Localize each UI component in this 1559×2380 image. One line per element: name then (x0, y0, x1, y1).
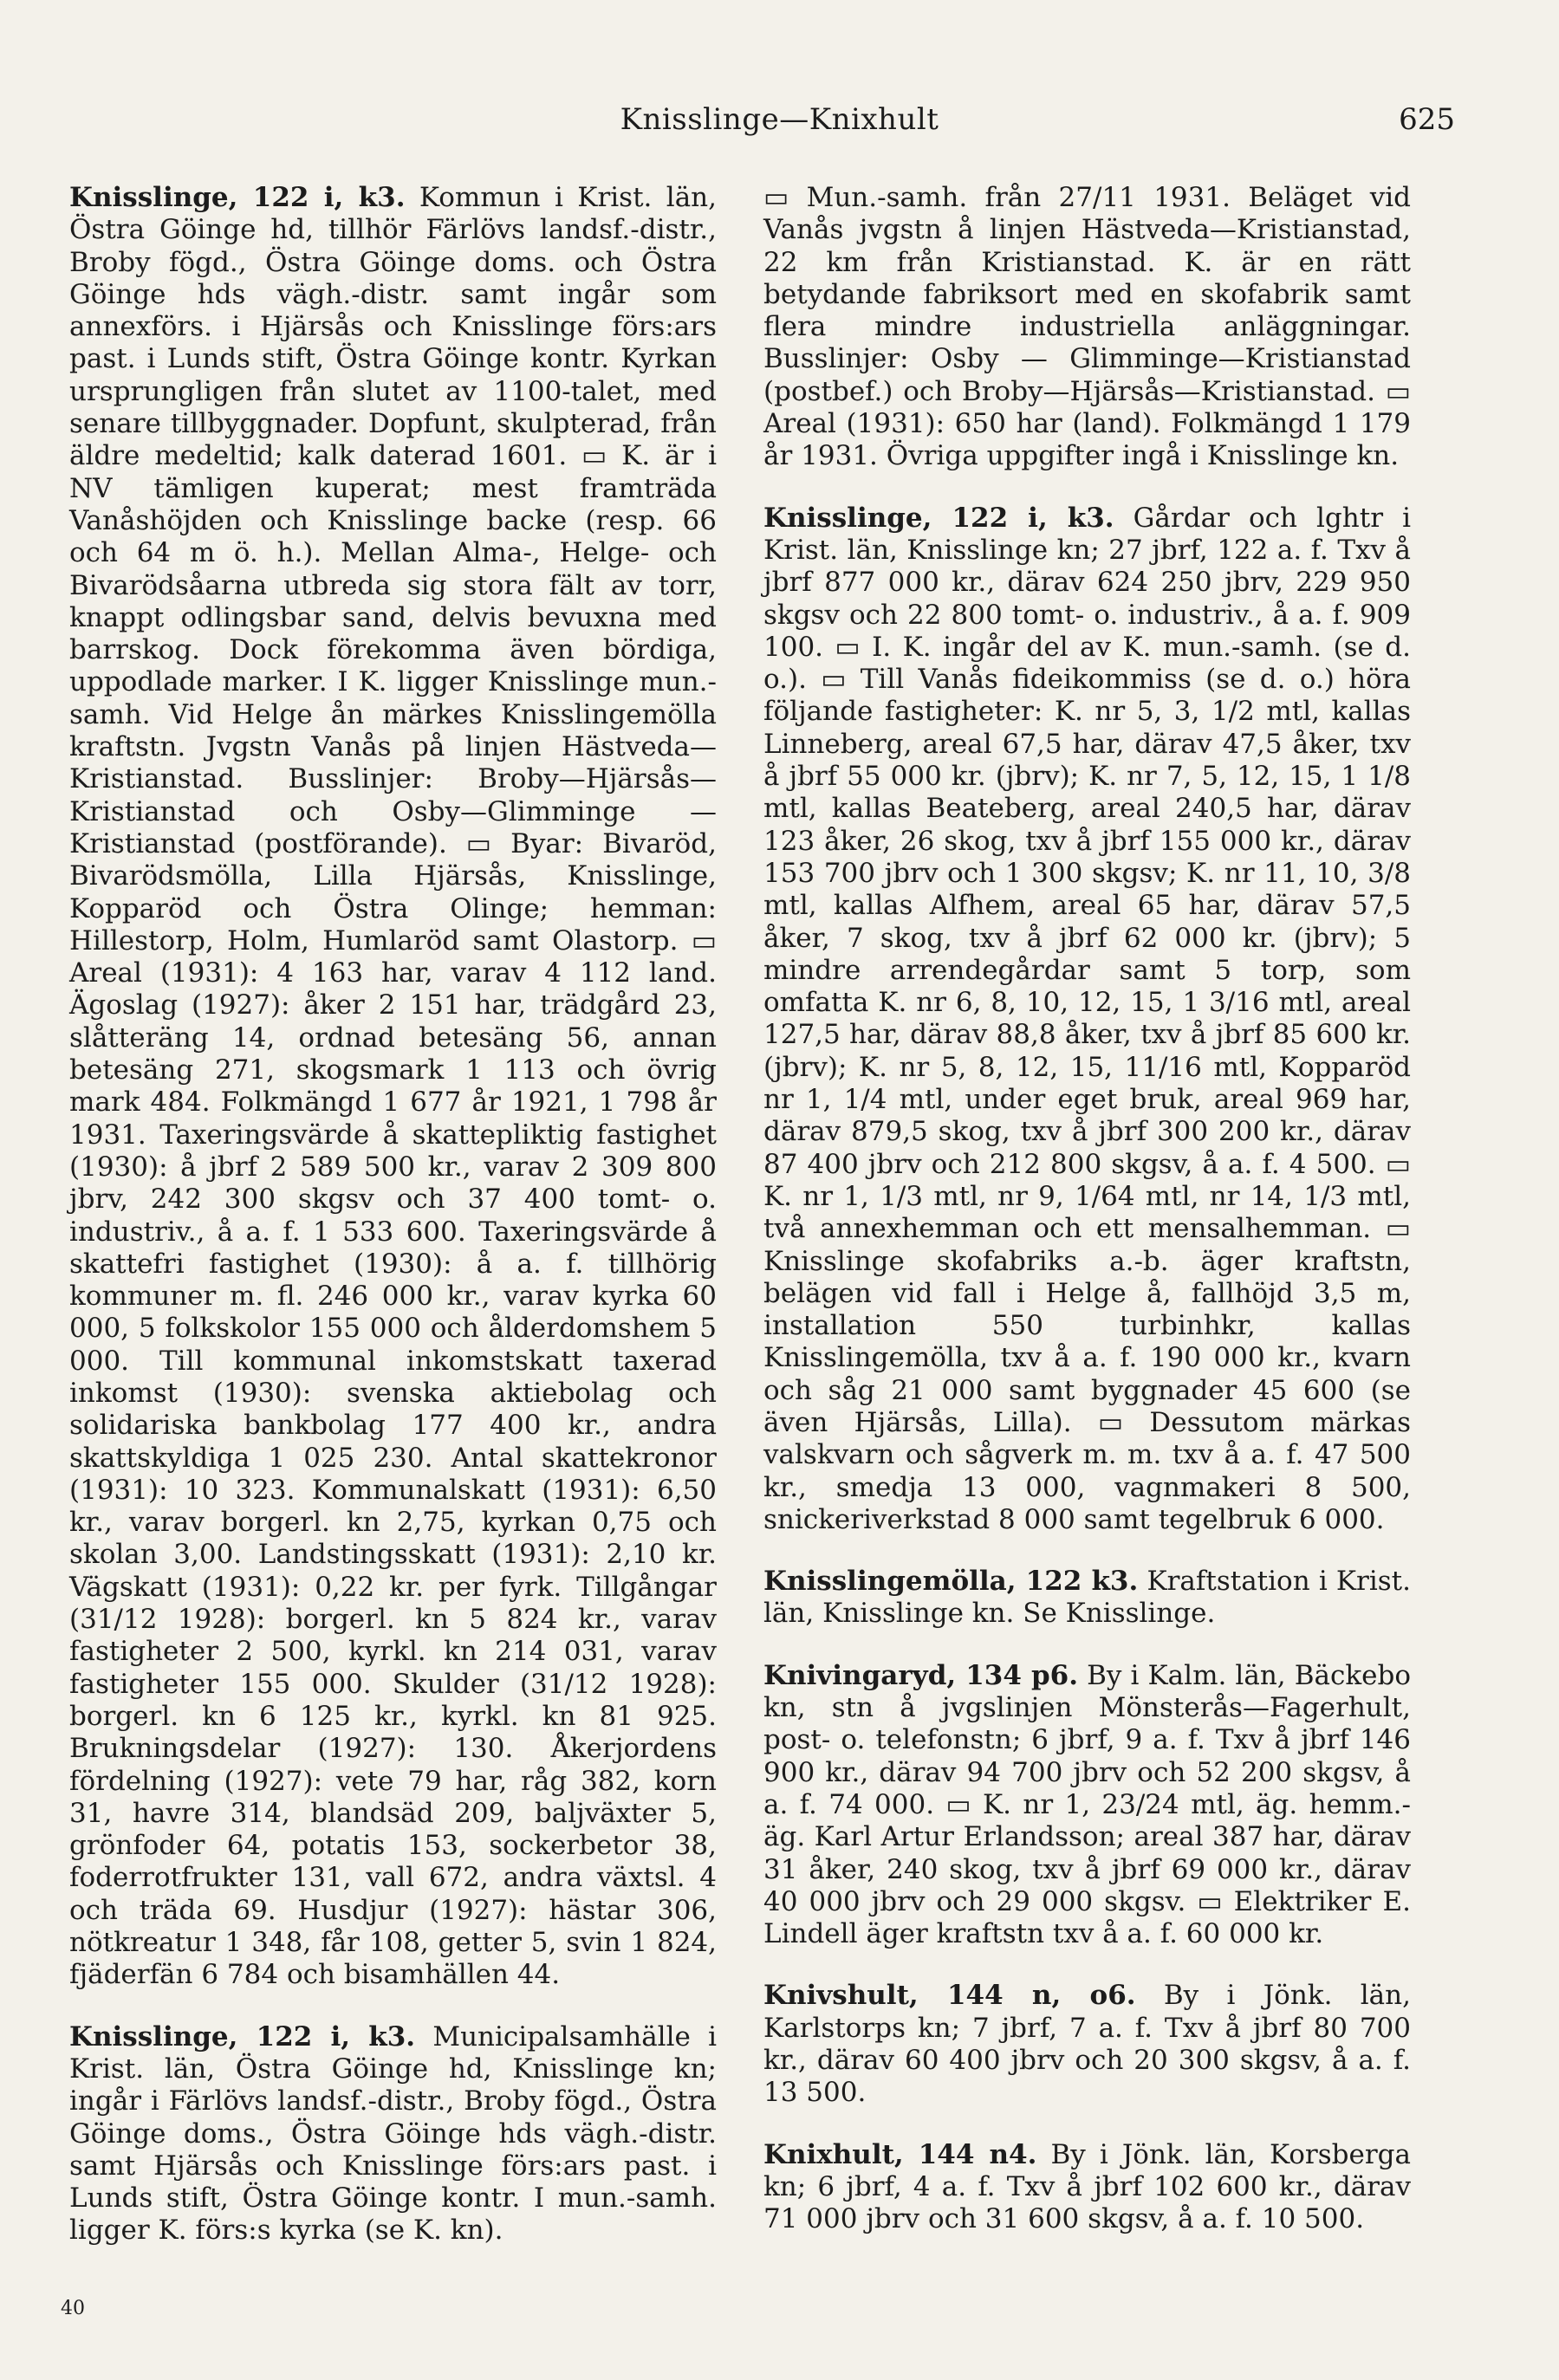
column-left (69, 182, 717, 2277)
entry-text: By i Jönk. län, Karlstorps kn; 7 jbrf, 7 a. f. Txv å jbrf 80 700 kr., därav 60 400 jbrv och 20 300 skgsv, å a. f. 13 500. (763, 1980, 1411, 2109)
column-right (763, 182, 1411, 2266)
signature-mark: 40 (61, 2298, 85, 2319)
page-header (0, 102, 1559, 146)
entry-knisslinge-kommun (69, 182, 717, 1992)
entry-continuation (763, 182, 1411, 473)
entry-knisslinge-gardar (763, 503, 1411, 1537)
entry-text: Kraftstation i Krist. län, Knisslinge kn. Se Knisslinge. (763, 1566, 1411, 1630)
entry-knivingaryd (763, 1660, 1411, 1951)
entry-text: ▭ Mun.-samh. från 27/11 1931. Beläget vid Vanås jvgstn å linjen Hästveda—Kristianstad, 22 km från Kristianstad. K. är en rätt betydande fabriksort med en skofabrik samt flera mindre industriella anläggningar. Busslinjer: Osby — Glimminge—Kristianstad (postbef.) och Broby—Hjärsås—Kristianstad. ▭ Areal (1931): 650 har (land). Folkmängd 1 179 år 1931. Övriga uppgifter ingå i Knisslinge kn. (763, 182, 1411, 472)
entry-text: Gårdar och lghtr i Krist. län, Knisslinge kn; 27 jbrf, 122 a. f. Txv å jbrf 877 000 kr., därav 624 250 jbrv, 229 950 skgsv och 22 800 tomt- o. industriv., å a. f. 909 100. ▭ I. K. ingår del av K. mun.-samh. (se d. o.). ▭ Till Vanås fideikommiss (se d. o.) höra följande fastigheter: K. nr 5, 3, 1/2 mtl, kallas Linneberg, areal 67,5 har, därav 47,5 åker, txv å jbrf 55 000 kr. (jbrv); K. nr 7, 5, 12, 15, 1 1/8 mtl, kallas Beateberg, areal 240,5 har, därav 123 åker, 26 skog, txv å jbrf 155 000 kr., därav 153 700 jbrv och 1 300 skgsv; K. nr 11, 10, 3/8 mtl, kallas Alfhem, areal 65 har, därav 57,5 åker, 7 skog, txv å jbrf 62 000 kr. (jbrv); 5 mindre arrendegårdar samt 5 torp, som omfatta K. nr 6, 8, 10, 12, 15, 1 3/16 mtl, areal 127,5 har, därav 88,8 åker, txv å jbrf 85 600 kr. (jbrv); K. nr 5, 8, 12, 15, 11/16 mtl, Kopparöd nr 1, 1/4 mtl, under eget bruk, areal 969 har, därav 879,5 skog, txv å jbrf 300 200 kr., därav 87 400 jbrv och 212 800 skgsv, å a. f. 4 500. ▭ K. nr 1, 1/3 mtl, nr 9, 1/64 mtl, nr 14, 1/3 mtl, två annexhemman och ett mensalhemman. ▭ Knisslinge skofabriks a.-b. äger kraftstn, belägen vid fall i Helge å, fallhöjd 3,5 m, installation 550 turbinhkr, kallas Knisslingemölla, txv å a. f. 190 000 kr., kvarn och såg 21 000 samt byggnader 45 600 (se även Hjärsås, Lilla). ▭ Dessutom märkas valskvarn och sågverk m. m. txv å a. f. 47 500 kr., smedja 13 000, vagnmakeri 8 500, snickeriverkstad 8 000 samt tegelbruk 6 000. (763, 502, 1411, 1535)
entry-headword: Knivshult, 144 n, o6. (763, 1980, 1136, 2012)
entry-headword: Knixhult, 144 n4. (763, 2138, 1037, 2170)
page-number: 625 (1399, 102, 1455, 137)
entry-knivshult (763, 1980, 1411, 2109)
entry-headword: Knisslingemölla, 122 k3. (763, 1566, 1139, 1598)
entry-knisslingemolla (763, 1566, 1411, 1631)
entry-headword: Knisslinge, 122 i, k3. (763, 502, 1114, 534)
entry-knixhult (763, 2139, 1411, 2236)
entry-knisslinge-municipalsamhalle (69, 2021, 717, 2247)
entry-text: Kommun i Krist. län, Östra Göinge hd, tillhör Färlövs landsf.-distr., Broby fögd., Östra Göinge doms. och Östra Göinge hds vägh.-distr. samt ingår som annexförs. i Hjärsås och Knisslinge förs:ars past. i Lunds stift, Östra Göinge kontr. Kyrkan ursprungligen från slutet av 1100-talet, med senare tillbyggnader. Dopfunt, skulpterad, från äldre medeltid; kalk daterad 1601. ▭ K. är i NV tämligen kuperat; mest framträda Vanåshöjden och Knisslinge backe (resp. 66 och 64 m ö. h.). Mellan Alma-, Helge- och Bivarödsåarna utbreda sig stora fält av torr, knappt odlingsbar sand, delvis bevuxna med barrskog. Dock förekomma även bördiga, uppodlade marker. I K. ligger Knisslinge mun.-samh. Vid Helge ån märkes Knisslingemölla kraftstn. Jvgstn Vanås på linjen Hästveda—Kristianstad. Busslinjer: Broby—Hjärsås—Kristianstad och Osby—Glimminge —Kristianstad (postförande). ▭ Byar: Bivaröd, Bivarödsmölla, Lilla Hjärsås, Knisslinge, Kopparöd och Östra Olinge; hemman: Hillestorp, Holm, Humlaröd samt Olastorp. ▭ Areal (1931): 4 163 har, varav 4 112 land. Ägoslag (1927): åker 2 151 har, trädgård 23, slåtteräng 14, ordnad betesäng 56, annan betesäng 271, skogsmark 1 113 och övrig mark 484. Folkmängd 1 677 år 1921, 1 798 år 1931. Taxeringsvärde å skattepliktig fastighet (1930): å jbrf 2 589 500 kr., varav 2 309 800 jbrv, 242 300 skgsv och 37 400 tomt- o. industriv., å a. f. 1 533 600. Taxeringsvärde å skattefri fastighet (1930): å a. f. tillhörig kommuner m. fl. 246 000 kr., varav kyrka 60 000, 5 folkskolor 155 000 och ålderdomshem 5 000. Till kommunal inkomstskatt taxerad inkomst (1930): svenska aktiebolag och solidariska bankbolag 177 400 kr., andra skattskyldiga 1 025 230. Antal skattekronor (1931): 10 323. Kommunalskatt (1931): 6,50 kr., varav borgerl. kn 2,75, kyrkan 0,75 och skolan 3,00. Landstingsskatt (1931): 2,10 kr. Vägskatt (1931): 0,22 kr. per fyrk. Tillgångar (31/12 1928): borgerl. kn 5 824 kr., varav fastigheter 2 500, kyrkl. kn 214 031, varav fastigheter 155 000. Skulder (31/12 1928): borgerl. kn 6 125 kr., kyrkl. kn 81 925. Brukningsdelar (1927): 130. Åkerjordens fördelning (1927): vete 79 har, råg 382, korn 31, havre 314, blandsäd 209, baljväxter 5, grönfoder 64, potatis 153, sockerbetor 38, foderrotfrukter 131, vall 672, andra växtsl. 4 och träda 69. Husdjur (1927): hästar 306, nötkreatur 1 348, får 108, getter 5, svin 1 824, fjäderfän 6 784 och bisamhällen 44. (69, 182, 717, 1991)
entry-text: By i Jönk. län, Korsberga kn; 6 jbrf, 4 a. f. Txv å jbrf 102 600 kr., därav 71 000 jbrv och 31 600 skgsv, å a. f. 10 500. (763, 2138, 1411, 2235)
running-head: Knisslinge—Knixhult (620, 102, 939, 137)
entry-headword: Knivingaryd, 134 p6. (763, 1659, 1078, 1691)
entry-headword: Knisslinge, 122 i, k3. (69, 2020, 416, 2053)
entry-headword: Knisslinge, 122 i, k3. (69, 182, 406, 213)
entry-text: By i Kalm. län, Bäckebo kn, stn å jvgslinjen Mönsterås—Fagerhult, post- o. telefonstn; 6 jbrf, 9 a. f. Txv å jbrf 146 900 kr., därav 94 700 jbrv och 52 200 skgsv, å a. f. 74 000. ▭ K. nr 1, 23/24 mtl, äg. hemm.-äg. Karl Artur Erlandsson; areal 387 har, därav 31 åker, 240 skog, txv å jbrf 69 000 kr., därav 40 000 jbrv och 29 000 skgsv. ▭ Elektriker E. Lindell äger kraftstn txv å a. f. 60 000 kr. (763, 1659, 1411, 1950)
entry-text: Municipalsamhälle i Krist. län, Östra Göinge hd, Knisslinge kn; ingår i Färlövs landsf.-distr., Broby fögd., Östra Göinge doms., Östra Göinge hds vägh.-distr. samt Hjärsås och Knisslinge förs:ars past. i Lunds stift, Östra Göinge kontr. I mun.-samh. ligger K. förs:s kyrka (se K. kn). (69, 2020, 718, 2247)
